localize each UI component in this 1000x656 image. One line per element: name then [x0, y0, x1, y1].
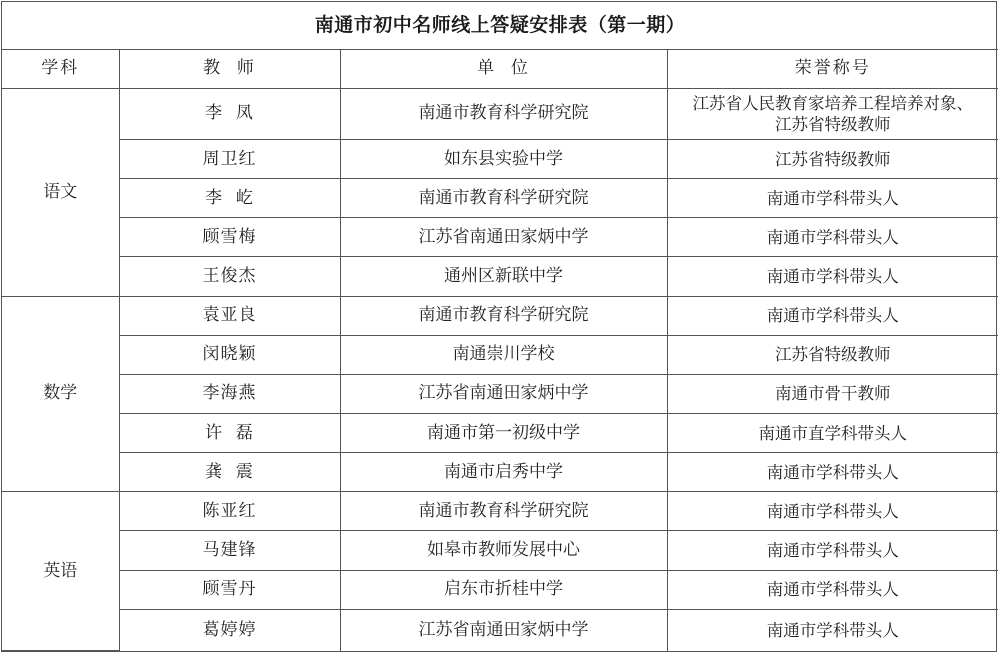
teacher-cell: 龚 震 — [119, 453, 340, 492]
header-row — [2, 49, 998, 88]
honor-cell: 江苏省特级教师 — [667, 140, 998, 179]
teacher-cell: 王俊杰 — [119, 257, 340, 296]
table-row — [2, 492, 998, 531]
schedule-sheet — [1, 1, 997, 652]
teacher-schedule-table — [2, 2, 998, 651]
honor-line: 江苏省特级教师 — [775, 114, 891, 134]
col-header-teacher: 教 师 — [119, 49, 340, 88]
unit-cell: 如皋市教师发展中心 — [340, 531, 667, 570]
unit-cell: 南通市教育科学研究院 — [340, 88, 667, 139]
teacher-cell: 李 屹 — [119, 179, 340, 218]
honor-line: 江苏省人民教育家培养工程培养对象、 — [692, 93, 973, 113]
table-row — [2, 88, 998, 139]
honor-cell: 南通市学科带头人 — [667, 257, 998, 296]
unit-cell: 南通市教育科学研究院 — [340, 296, 667, 335]
unit-cell: 江苏省南通田家炳中学 — [340, 609, 667, 650]
table-row — [2, 140, 998, 179]
honor-cell: 南通市学科带头人 — [667, 609, 998, 650]
honor-cell: 南通市学科带头人 — [667, 453, 998, 492]
honor-multiline — [693, 93, 974, 135]
teacher-cell: 李 凤 — [119, 88, 340, 139]
table-row — [2, 531, 998, 570]
teacher-cell: 马建锋 — [119, 531, 340, 570]
unit-cell: 南通市教育科学研究院 — [340, 492, 667, 531]
table-row — [2, 374, 998, 413]
unit-cell: 南通市启秀中学 — [340, 453, 667, 492]
honor-cell: 南通市学科带头人 — [667, 179, 998, 218]
col-header-unit: 单 位 — [340, 49, 667, 88]
table-row — [2, 179, 998, 218]
unit-cell: 江苏省南通田家炳中学 — [340, 218, 667, 257]
unit-cell: 南通市教育科学研究院 — [340, 179, 667, 218]
honor-cell — [667, 88, 998, 139]
teacher-cell: 葛婷婷 — [119, 609, 340, 650]
subject-cell-english: 英语 — [2, 492, 119, 651]
teacher-cell: 陈亚红 — [119, 492, 340, 531]
table-row — [2, 335, 998, 374]
unit-cell: 南通市第一初级中学 — [340, 413, 667, 452]
unit-cell: 南通崇川学校 — [340, 335, 667, 374]
table-row — [2, 570, 998, 609]
table-row — [2, 609, 998, 650]
unit-cell: 江苏省南通田家炳中学 — [340, 374, 667, 413]
teacher-cell: 许 磊 — [119, 413, 340, 452]
honor-cell: 南通市学科带头人 — [667, 492, 998, 531]
title-row — [2, 2, 998, 49]
teacher-cell: 袁亚良 — [119, 296, 340, 335]
honor-cell: 南通市学科带头人 — [667, 570, 998, 609]
teacher-cell: 李海燕 — [119, 374, 340, 413]
table-row — [2, 296, 998, 335]
honor-cell: 南通市学科带头人 — [667, 296, 998, 335]
col-header-subject: 学科 — [2, 49, 119, 88]
subject-cell-chinese: 语文 — [2, 88, 119, 296]
unit-cell: 启东市折桂中学 — [340, 570, 667, 609]
table-row — [2, 413, 998, 452]
honor-cell: 南通市学科带头人 — [667, 531, 998, 570]
honor-cell: 南通市直学科带头人 — [667, 413, 998, 452]
teacher-cell: 闵晓颖 — [119, 335, 340, 374]
table-title: 南通市初中名师线上答疑安排表（第一期） — [2, 2, 998, 49]
table-row — [2, 453, 998, 492]
honor-cell: 南通市骨干教师 — [667, 374, 998, 413]
table-row — [2, 218, 998, 257]
unit-cell: 通州区新联中学 — [340, 257, 667, 296]
honor-cell: 江苏省特级教师 — [667, 335, 998, 374]
table-row — [2, 257, 998, 296]
col-header-honor: 荣誉称号 — [667, 49, 998, 88]
unit-cell: 如东县实验中学 — [340, 140, 667, 179]
teacher-cell: 顾雪梅 — [119, 218, 340, 257]
honor-cell: 南通市学科带头人 — [667, 218, 998, 257]
teacher-cell: 周卫红 — [119, 140, 340, 179]
subject-cell-math: 数学 — [2, 296, 119, 492]
teacher-cell: 顾雪丹 — [119, 570, 340, 609]
